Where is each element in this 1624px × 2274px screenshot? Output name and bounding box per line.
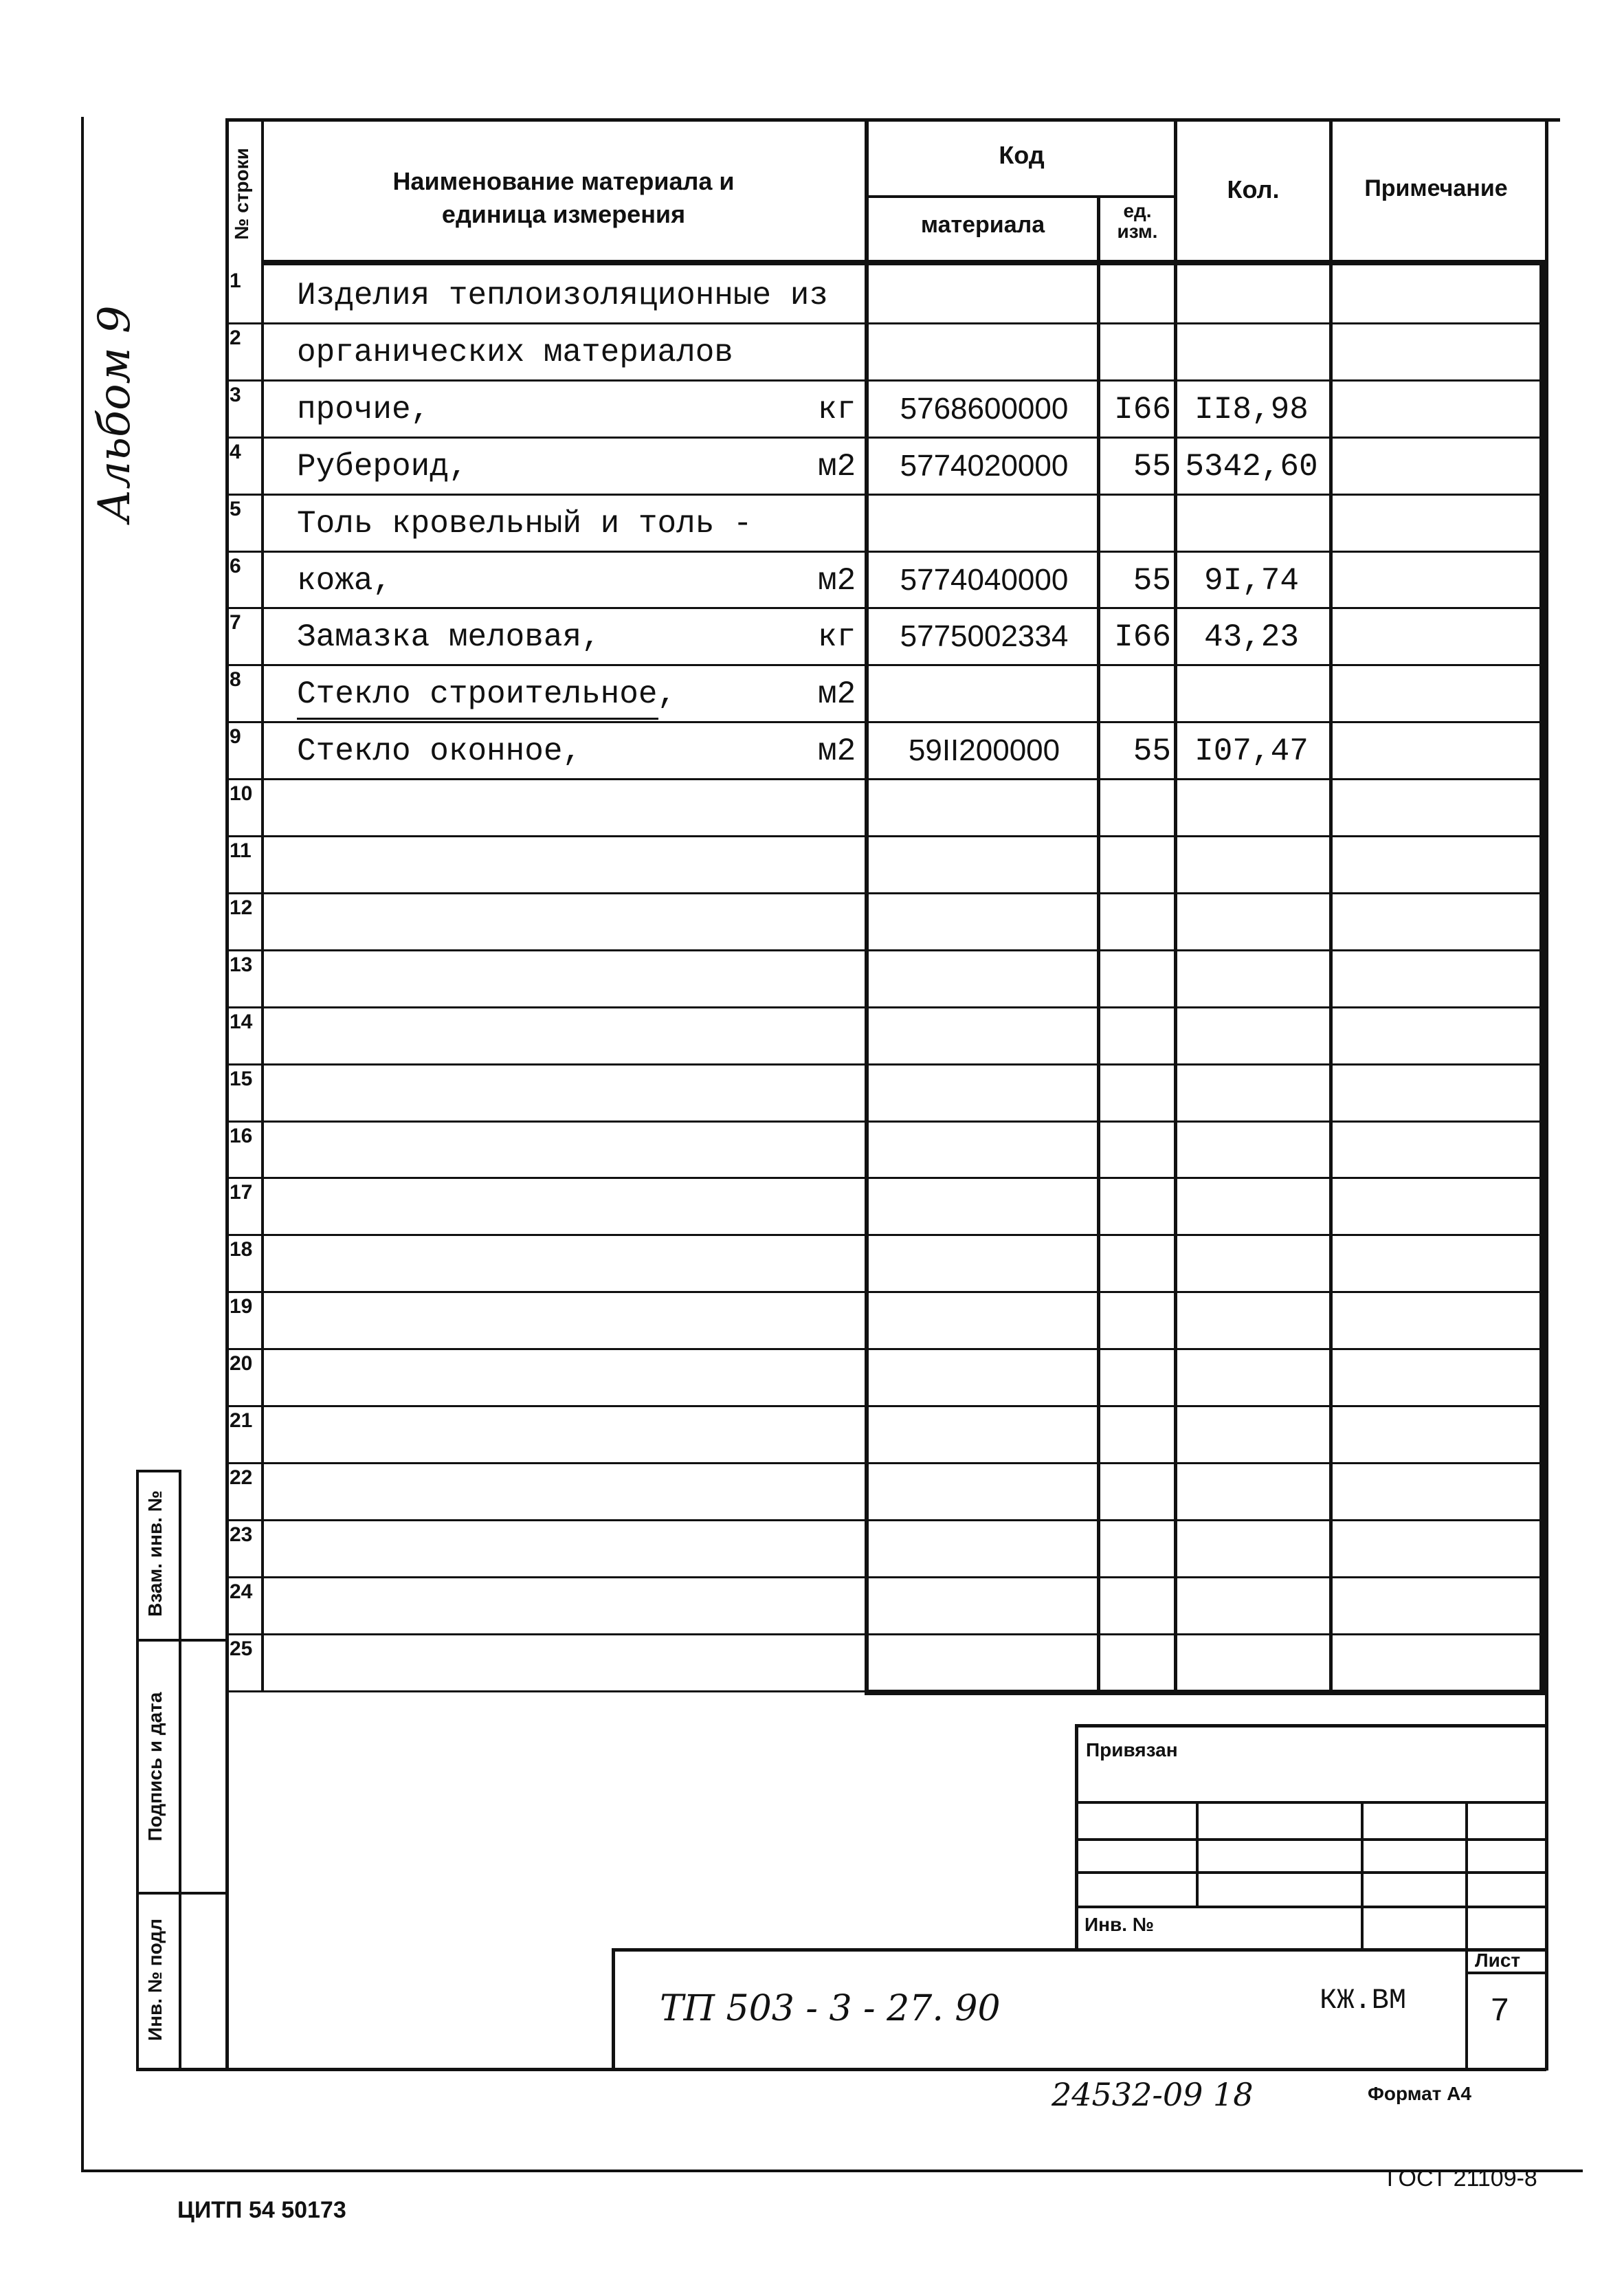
row-line bbox=[228, 1121, 1545, 1123]
row-name: Стекло оконное, bbox=[297, 733, 582, 769]
code-sub-line bbox=[865, 195, 1177, 198]
bottom-margin-line bbox=[81, 2170, 1583, 2172]
row-code: 5774020000 bbox=[900, 449, 1069, 483]
row-line bbox=[228, 1063, 1545, 1066]
side-note: Альбом 9 bbox=[89, 305, 140, 522]
row-line bbox=[228, 949, 1545, 951]
row-number: 8 bbox=[230, 668, 241, 691]
row-line bbox=[228, 664, 1545, 666]
header-code-unit: ед. изм. bbox=[1117, 200, 1158, 242]
row-qty: 43,23 bbox=[1203, 619, 1300, 655]
stamp-div1 bbox=[136, 1639, 225, 1642]
row-line bbox=[228, 1234, 1545, 1236]
row-unit: м2 bbox=[818, 449, 856, 485]
row-number: 1 bbox=[230, 269, 241, 292]
row-line bbox=[228, 607, 1545, 609]
header-bottom-line bbox=[261, 260, 1545, 265]
row-number: 5 bbox=[230, 498, 241, 520]
header-name: Наименование материала и единица измерения bbox=[392, 167, 735, 228]
row-code: 5775002334 bbox=[900, 619, 1069, 653]
tb-v3 bbox=[1465, 1801, 1468, 2068]
stamp-div2 bbox=[136, 1892, 225, 1895]
footer-gost: ГОСТ 21109-8 bbox=[1387, 2165, 1537, 2192]
tb-left bbox=[1075, 1724, 1078, 1951]
row-line bbox=[228, 1348, 1545, 1350]
row-number: 3 bbox=[230, 384, 241, 406]
top-frame-line bbox=[227, 118, 1560, 122]
col-note-right bbox=[1539, 261, 1545, 1692]
row-name: Толь кровельный и толь - bbox=[297, 506, 753, 542]
row-ed: I66 bbox=[1114, 392, 1171, 428]
header-code: Код bbox=[999, 141, 1045, 169]
col-qty-right bbox=[1329, 118, 1333, 1692]
header-code-material: материала bbox=[920, 212, 1045, 238]
row-line bbox=[228, 835, 1545, 837]
row-number: 2 bbox=[230, 327, 241, 349]
stamp-mid-line bbox=[179, 1470, 181, 2071]
row-line bbox=[228, 778, 1545, 780]
row-line bbox=[228, 437, 1545, 439]
tb-privyazan: Привязан bbox=[1086, 1739, 1178, 1760]
row-number: 18 bbox=[230, 1238, 253, 1261]
row-number: 6 bbox=[230, 555, 241, 577]
row-line bbox=[228, 494, 1545, 496]
row-unit: кг bbox=[818, 392, 856, 428]
row-number: 11 bbox=[230, 839, 252, 862]
row-number: 19 bbox=[230, 1295, 253, 1318]
row-ed: I66 bbox=[1114, 619, 1171, 655]
tb-line3 bbox=[1075, 1871, 1546, 1874]
row-qty: 9I,74 bbox=[1203, 563, 1300, 599]
tb-line1 bbox=[1075, 1801, 1546, 1804]
row-line bbox=[228, 1462, 1545, 1464]
row-line bbox=[228, 322, 1545, 324]
stamp-vzam: Взам. инв. № bbox=[144, 1490, 166, 1617]
col-rownum-right bbox=[261, 118, 264, 1692]
row-line bbox=[228, 1177, 1545, 1179]
stamp-podpis: Подпись и дата bbox=[144, 1692, 166, 1842]
header-qty: Кол. bbox=[1227, 175, 1280, 203]
row-line bbox=[228, 721, 1545, 723]
row-line bbox=[228, 1519, 1545, 1521]
row-name: Рубероид, bbox=[297, 449, 468, 485]
row-line bbox=[228, 1405, 1545, 1407]
left-margin-line bbox=[81, 117, 84, 2172]
row-name: Стекло строительное, bbox=[297, 676, 677, 712]
row-number: 9 bbox=[230, 725, 241, 748]
row-number: 25 bbox=[230, 1637, 253, 1660]
row-line bbox=[228, 1006, 1545, 1008]
row-line bbox=[228, 551, 1545, 553]
row-number: 4 bbox=[230, 441, 241, 463]
tb-v1 bbox=[1196, 1801, 1199, 1908]
tb-v2 bbox=[1361, 1801, 1364, 1951]
row-code: 5774040000 bbox=[900, 563, 1069, 597]
row-unit: м2 bbox=[818, 676, 856, 712]
header-note: Примечание bbox=[1364, 175, 1508, 201]
tb-line4 bbox=[1075, 1906, 1546, 1908]
row-line bbox=[228, 379, 1545, 382]
row-name: кожа, bbox=[297, 563, 392, 599]
tb-inv-no: Инв. № bbox=[1084, 1914, 1155, 1935]
row-name: Замазка меловая, bbox=[297, 619, 601, 655]
row-name: органических материалов bbox=[297, 335, 733, 371]
row-qty: I07,47 bbox=[1194, 733, 1309, 769]
tb-line2 bbox=[1075, 1838, 1546, 1841]
tb-doc-code: ТП 503 - 3 - 27. 90 bbox=[660, 1988, 1001, 2029]
row-number: 10 bbox=[230, 782, 253, 805]
tb-main-top bbox=[613, 1948, 1546, 1952]
row-qty: 5342,60 bbox=[1185, 449, 1318, 485]
row-qty: II8,98 bbox=[1194, 392, 1309, 428]
row-unit: м2 bbox=[818, 563, 856, 599]
row-code: 59II200000 bbox=[908, 733, 1060, 767]
row-number: 20 bbox=[230, 1352, 253, 1375]
frame-bottom-line bbox=[137, 2068, 1546, 2071]
underline-row8 bbox=[297, 718, 658, 720]
row-ed: 55 bbox=[1133, 733, 1171, 769]
row-line bbox=[228, 1291, 1545, 1293]
tb-doc-suffix: КЖ.ВМ bbox=[1320, 1984, 1407, 2017]
table-bottom-line bbox=[865, 1690, 1545, 1695]
col-name-right bbox=[865, 118, 869, 1692]
row-number: 14 bbox=[230, 1011, 253, 1033]
row-number: 24 bbox=[230, 1580, 253, 1603]
row-number: 13 bbox=[230, 953, 253, 976]
frame-right-line bbox=[1545, 118, 1548, 2071]
footer-handwritten-no: 24532-09 18 bbox=[1052, 2076, 1254, 2113]
row-number: 23 bbox=[230, 1523, 253, 1546]
row-number: 7 bbox=[230, 611, 241, 634]
col-code-right bbox=[1097, 196, 1100, 1692]
col-ed-right bbox=[1174, 118, 1177, 1692]
row-name: Изделия теплоизоляционные из bbox=[297, 278, 828, 313]
row-code: 5768600000 bbox=[900, 392, 1069, 426]
tb-main-left bbox=[612, 1948, 615, 2071]
row-line bbox=[228, 892, 1545, 894]
row-number: 21 bbox=[230, 1409, 253, 1432]
tb-list-line bbox=[1465, 1972, 1546, 1974]
row-number: 16 bbox=[230, 1125, 253, 1147]
header-row-no: № строки bbox=[231, 148, 252, 240]
tb-top bbox=[1075, 1724, 1546, 1727]
row-unit: м2 bbox=[818, 733, 856, 769]
row-ed: 55 bbox=[1133, 563, 1171, 599]
row-line bbox=[228, 1633, 1545, 1635]
footer-ctp: ЦИТП 54 50173 bbox=[177, 2197, 346, 2223]
tb-list-no: 7 bbox=[1490, 1994, 1510, 2031]
row-ed: 55 bbox=[1133, 449, 1171, 485]
tb-list-label: Лист bbox=[1475, 1950, 1521, 1971]
footer-format: Формат А4 bbox=[1368, 2083, 1471, 2104]
row-number: 12 bbox=[230, 896, 253, 919]
row-number: 17 bbox=[230, 1181, 253, 1204]
row-line bbox=[228, 1576, 1545, 1578]
row-name: прочие, bbox=[297, 392, 430, 428]
row-unit: кг bbox=[818, 619, 856, 655]
stamp-left-line bbox=[136, 1470, 139, 2071]
row-number: 15 bbox=[230, 1068, 253, 1090]
row-number: 22 bbox=[230, 1466, 253, 1489]
frame-left-line bbox=[225, 118, 229, 2071]
stamp-inv-podl: Инв. № подл bbox=[144, 1919, 166, 2042]
